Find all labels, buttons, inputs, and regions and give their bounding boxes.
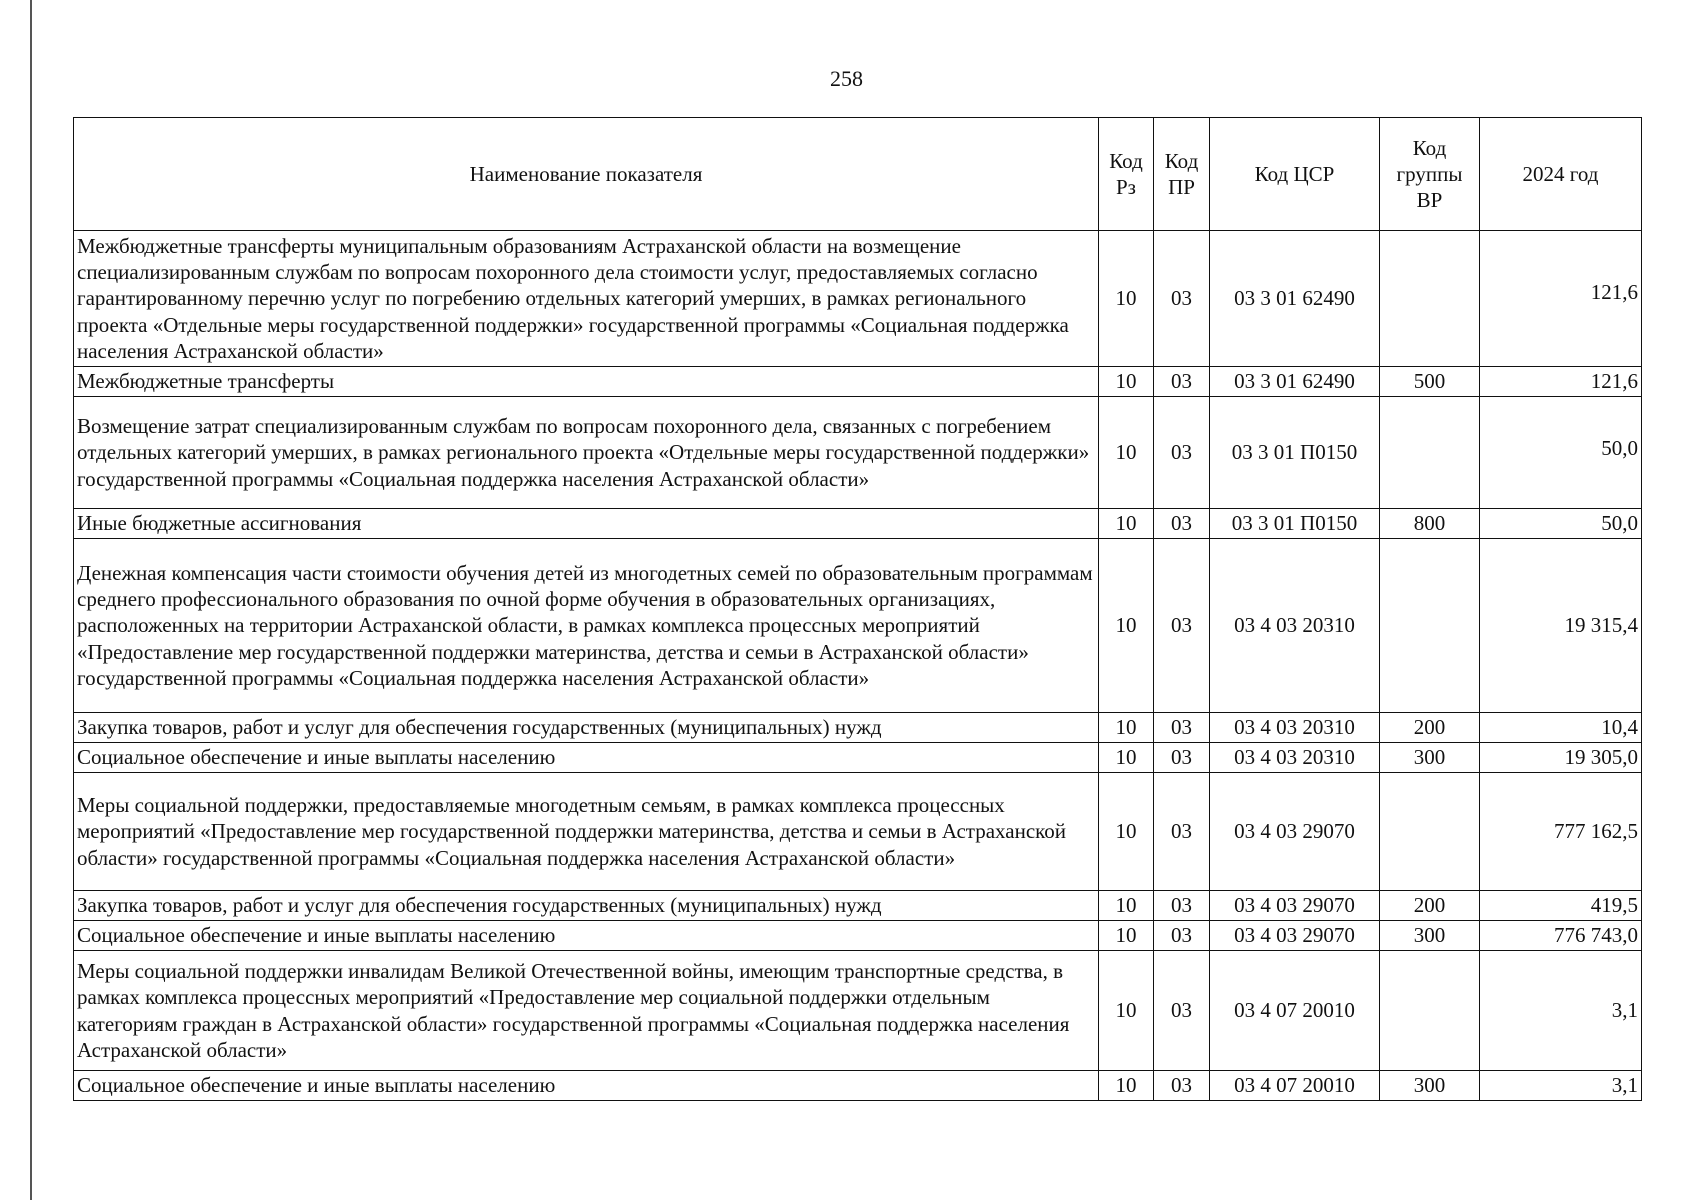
row-pr: 03 [1154,231,1210,367]
row-rz: 10 [1099,539,1154,713]
row-rz: 10 [1099,891,1154,921]
table-row [74,951,1642,1071]
row-amount-value: 50,0 [1601,436,1638,461]
row-amount [1480,891,1642,921]
row-pr: 03 [1154,367,1210,397]
header-pr: Код ПР [1154,118,1210,231]
row-pr: 03 [1154,951,1210,1071]
row-amount-value: 776 743,0 [1554,923,1638,948]
row-amount-value: 19 315,4 [1564,613,1638,638]
row-amount-value: 777 162,5 [1554,819,1638,844]
row-name: Социальное обеспечение и иные выплаты населению [74,743,1099,773]
row-vr [1380,951,1480,1071]
row-csr: 03 4 07 20010 [1210,1071,1380,1101]
row-amount [1480,397,1642,509]
row-name: Меры социальной поддержки инвалидам Великой Отечественной войны, имеющим транспортные средства, в рамках комплекса процессных мероприятий «Предоставление мер социальной поддержки отдельным категориям граждан в Астраханской области» государственной программы «Социальная поддержка населения Астраханской области» [74,951,1099,1071]
page-number: 258 [830,66,863,91]
row-csr: 03 3 01 62490 [1210,231,1380,367]
row-csr: 03 4 03 20310 [1210,713,1380,743]
row-name: Иные бюджетные ассигнования [74,509,1099,539]
row-pr: 03 [1154,773,1210,891]
row-pr: 03 [1154,509,1210,539]
row-amount-value: 3,1 [1611,998,1638,1023]
row-amount [1480,921,1642,951]
row-vr [1380,231,1480,367]
row-rz: 10 [1099,743,1154,773]
row-amount [1480,951,1642,1071]
row-vr: 200 [1380,713,1480,743]
row-amount-value: 50,0 [1601,511,1638,536]
row-pr: 03 [1154,713,1210,743]
row-vr: 300 [1380,921,1480,951]
table-row [74,1071,1642,1101]
row-name: Денежная компенсация части стоимости обучения детей из многодетных семей по образовательным программам среднего профессионального образования по очной форме обучения в образовательных организациях, расположенных на территории Астраханской области, в рамках комплекса процессных мероприятий «Предоставление мер государственной поддержки материнства, детства и семьи в Астраханской области» государственной программы «Социальная поддержка населения Астраханской области» [74,539,1099,713]
table-row [74,509,1642,539]
row-amount-value: 19 305,0 [1564,745,1638,770]
row-csr: 03 3 01 П0150 [1210,509,1380,539]
row-name: Социальное обеспечение и иные выплаты населению [74,1071,1099,1101]
row-amount [1480,367,1642,397]
row-name: Закупка товаров, работ и услуг для обеспечения государственных (муниципальных) нужд [74,891,1099,921]
row-amount-value: 121,6 [1590,369,1638,394]
row-amount [1480,231,1642,367]
header-year: 2024 год [1480,118,1642,231]
row-vr: 200 [1380,891,1480,921]
table-row [74,921,1642,951]
row-pr: 03 [1154,891,1210,921]
table-row [74,367,1642,397]
row-amount [1480,1071,1642,1101]
table-row [74,891,1642,921]
row-name: Социальное обеспечение и иные выплаты населению [74,921,1099,951]
row-rz: 10 [1099,1071,1154,1101]
row-rz: 10 [1099,921,1154,951]
row-vr: 500 [1380,367,1480,397]
row-csr: 03 3 01 П0150 [1210,397,1380,509]
row-vr [1380,539,1480,713]
row-amount [1480,509,1642,539]
row-csr: 03 4 03 29070 [1210,921,1380,951]
row-name: Межбюджетные трансферты муниципальным образованиям Астраханской области на возмещение специализированным службам по вопросам похоронного дела стоимости услуг, предоставляемых согласно гарантированному перечню услуг по погребению отдельных категорий умерших, в рамках регионального проекта «Отдельные меры государственной поддержки» государственной программы «Социальная поддержка населения Астраханской области» [74,231,1099,367]
header-rz: Код Рз [1099,118,1154,231]
row-pr: 03 [1154,539,1210,713]
row-amount-value: 3,1 [1611,1073,1638,1098]
header-vr: Код группы ВР [1380,118,1480,231]
row-name: Возмещение затрат специализированным службам по вопросам похоронного дела, связанных с погребением отдельных категорий умерших, в рамках регионального проекта «Отдельные меры государственной поддержки» государственной программы «Социальная поддержка населения Астраханской области» [74,397,1099,509]
table-row [74,773,1642,891]
row-name: Межбюджетные трансферты [74,367,1099,397]
row-pr: 03 [1154,1071,1210,1101]
row-name: Закупка товаров, работ и услуг для обеспечения государственных (муниципальных) нужд [74,713,1099,743]
row-csr: 03 4 07 20010 [1210,951,1380,1071]
row-rz: 10 [1099,367,1154,397]
row-rz: 10 [1099,231,1154,367]
budget-table [73,117,1642,1101]
table-row [74,539,1642,713]
row-vr: 800 [1380,509,1480,539]
row-amount [1480,539,1642,713]
row-vr: 300 [1380,743,1480,773]
row-rz: 10 [1099,773,1154,891]
row-amount [1480,773,1642,891]
row-rz: 10 [1099,713,1154,743]
row-amount-value: 10,4 [1601,715,1638,740]
row-vr: 300 [1380,1071,1480,1101]
row-rz: 10 [1099,951,1154,1071]
scan-edge-line [30,0,32,1200]
row-rz: 10 [1099,397,1154,509]
row-amount [1480,713,1642,743]
table-row [74,231,1642,367]
table-row [74,743,1642,773]
row-vr [1380,773,1480,891]
row-csr: 03 4 03 29070 [1210,891,1380,921]
row-pr: 03 [1154,743,1210,773]
row-csr: 03 4 03 29070 [1210,773,1380,891]
row-name: Меры социальной поддержки, предоставляемые многодетным семьям, в рамках комплекса процессных мероприятий «Предоставление мер государственной поддержки материнства, детства и семьи в Астраханской области» государственной программы «Социальная поддержка населения Астраханской области» [74,773,1099,891]
row-amount-value: 419,5 [1590,893,1638,918]
row-csr: 03 4 03 20310 [1210,539,1380,713]
header-csr: Код ЦСР [1210,118,1380,231]
row-vr [1380,397,1480,509]
table-row [74,397,1642,509]
row-pr: 03 [1154,397,1210,509]
table-header-row [74,118,1642,231]
row-amount-value: 121,6 [1590,280,1638,305]
row-csr: 03 4 03 20310 [1210,743,1380,773]
row-amount [1480,743,1642,773]
header-name: Наименование показателя [74,118,1099,231]
row-pr: 03 [1154,921,1210,951]
row-csr: 03 3 01 62490 [1210,367,1380,397]
row-rz: 10 [1099,509,1154,539]
table-row [74,713,1642,743]
